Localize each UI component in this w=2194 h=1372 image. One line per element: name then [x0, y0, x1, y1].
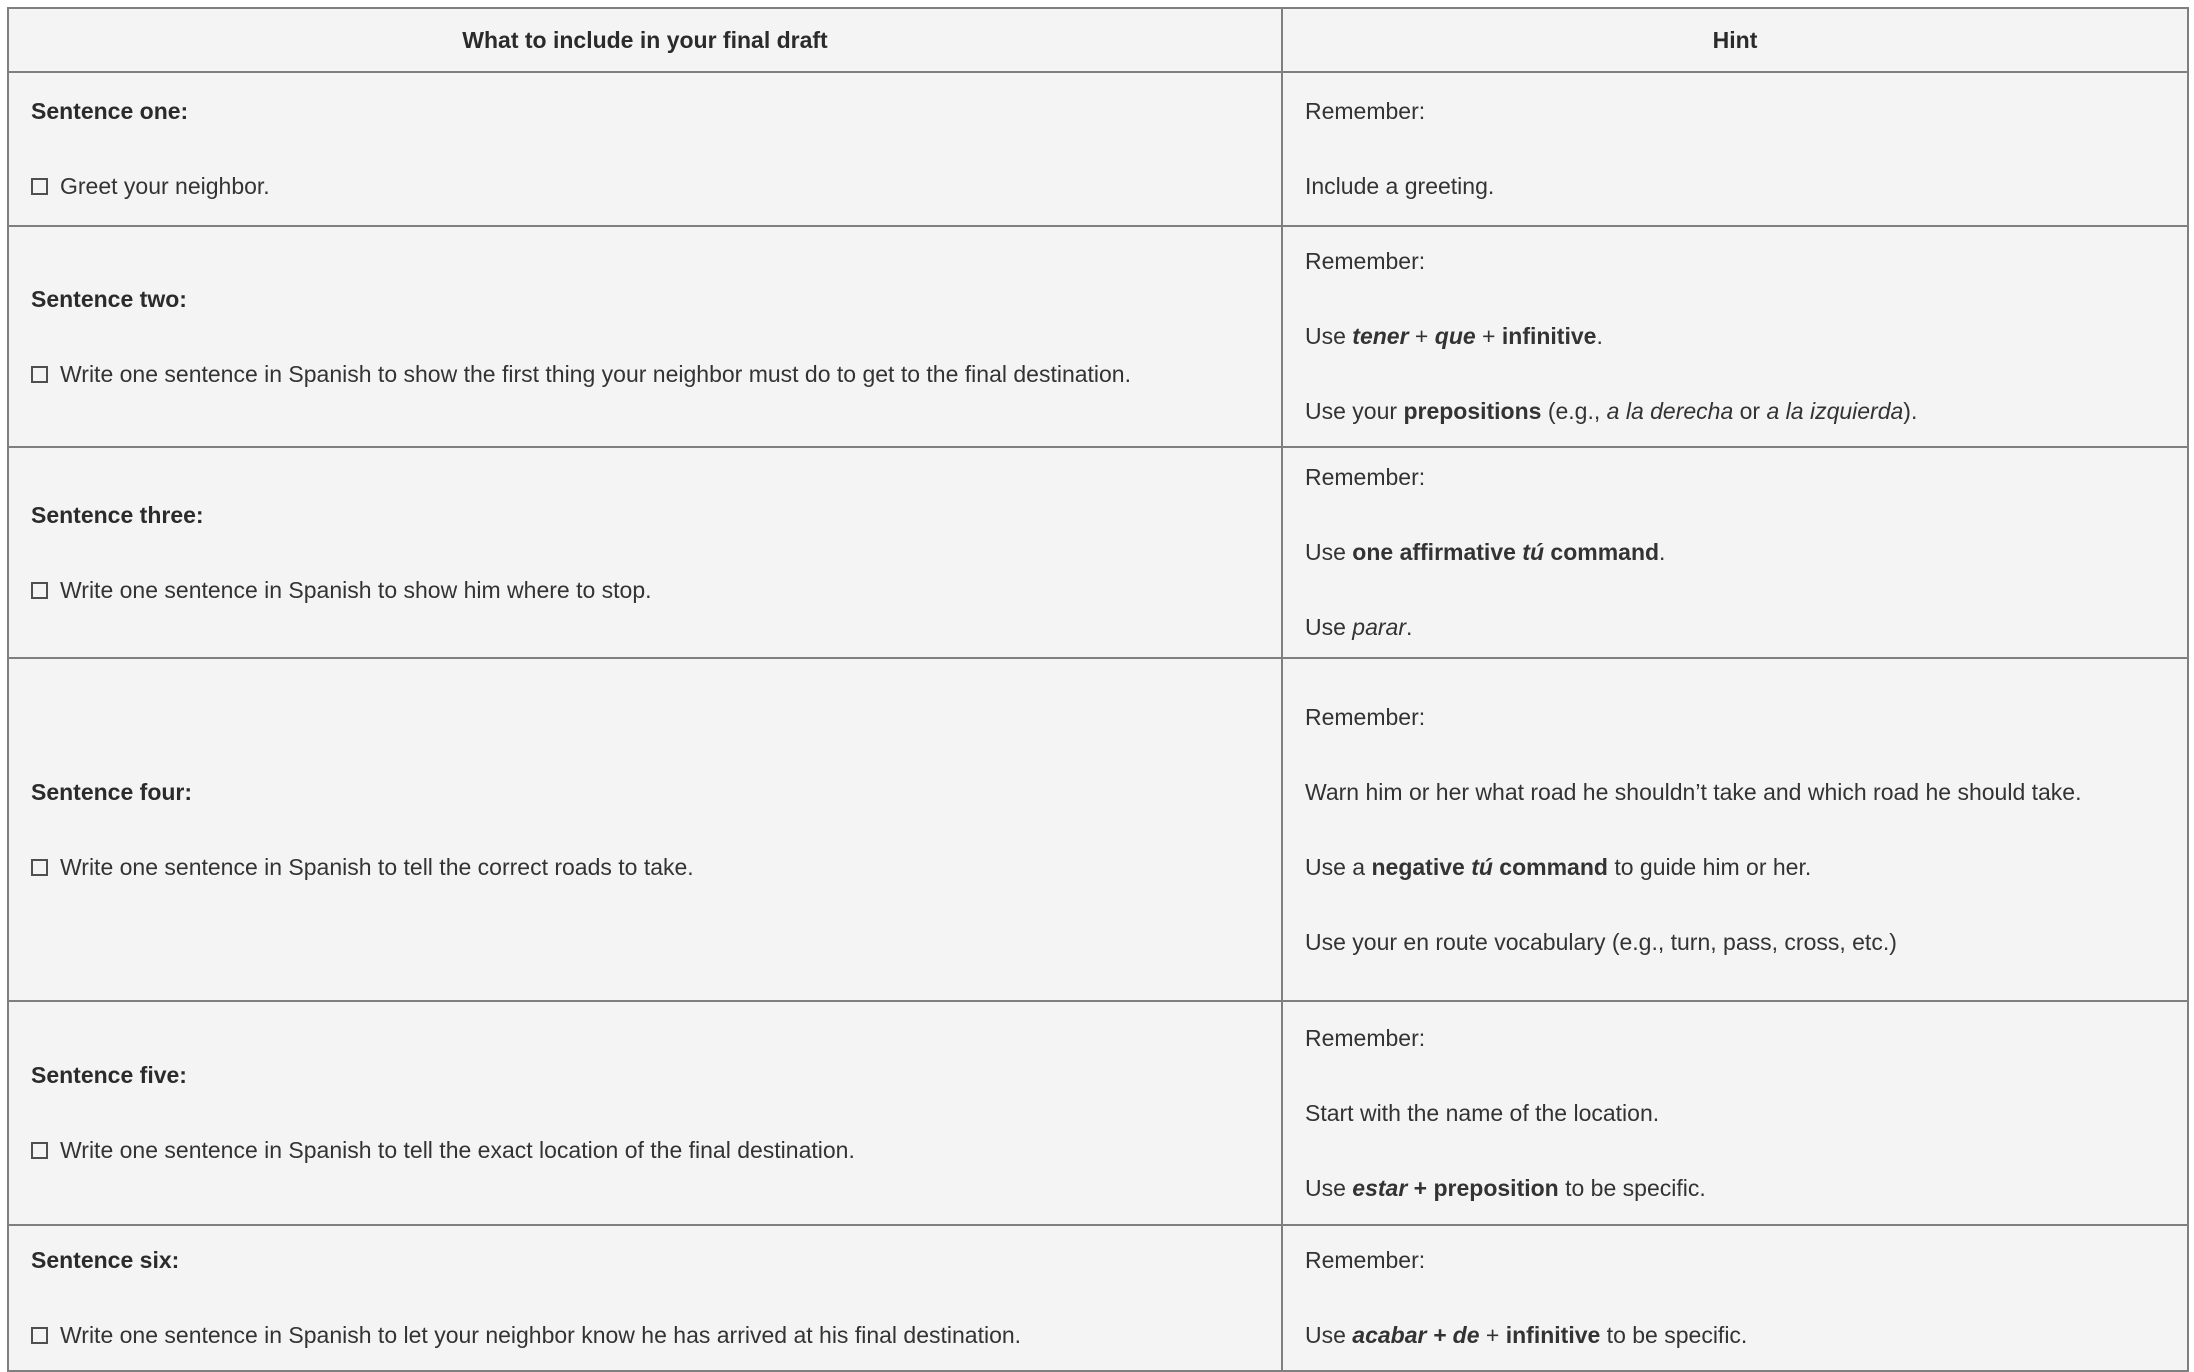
table-row — [8, 1001, 2188, 1225]
draft-cell — [8, 1225, 1282, 1371]
remember-label: Remember: — [1305, 1247, 1426, 1273]
text-segment: . — [1659, 539, 1666, 565]
hint-paragraph — [1305, 167, 2165, 206]
text-segment: + — [1408, 323, 1435, 349]
hint-cell — [1282, 658, 2188, 1001]
hint-cell — [1282, 72, 2188, 226]
hint-paragraph — [1305, 1316, 2165, 1355]
text-segment: Use — [1305, 1174, 1353, 1201]
checkbox-icon — [31, 859, 48, 876]
hint-paragraph — [1305, 1094, 2165, 1133]
checkbox-icon — [31, 178, 48, 195]
hint-cell — [1282, 447, 2188, 658]
remember-label: Remember: — [1305, 703, 1426, 730]
text-segment: a la derecha — [1606, 398, 1734, 424]
text-segment: estar — [1352, 1174, 1408, 1201]
table-row — [8, 1225, 2188, 1371]
draft-cell — [8, 72, 1282, 226]
checkbox-icon — [31, 1142, 48, 1159]
text-segment: to be specific. — [1558, 1174, 1706, 1201]
text-segment: parar — [1352, 614, 1406, 640]
remember-label: Remember: — [1305, 464, 1426, 490]
text-segment: Use — [1305, 323, 1353, 349]
text-segment: infinitive — [1501, 323, 1597, 349]
sentence-title: Sentence one: — [31, 98, 189, 124]
text-segment: a la izquierda — [1766, 398, 1904, 424]
text-segment: Use your — [1305, 398, 1404, 424]
text-segment: command — [1492, 853, 1608, 880]
text-segment: ). — [1903, 398, 1918, 424]
text-segment: command — [1544, 539, 1660, 565]
hint-paragraph — [1305, 848, 2165, 887]
text-segment: infinitive — [1505, 1322, 1601, 1348]
text-segment: + preposition — [1407, 1174, 1559, 1201]
text-segment: . — [1596, 323, 1603, 349]
sentence-title: Sentence four: — [31, 778, 193, 805]
draft-cell — [8, 447, 1282, 658]
text-segment: + — [1479, 1322, 1506, 1348]
text-segment: Warn him or her what road he shouldn’t take and which road he should take. — [1305, 778, 2082, 805]
remember-label: Remember: — [1305, 248, 1426, 274]
hint-paragraph — [1305, 608, 2165, 647]
table-row — [8, 447, 2188, 658]
draft-cell — [8, 658, 1282, 1001]
hint-cell — [1282, 226, 2188, 447]
text-segment: Use a — [1305, 853, 1372, 880]
hint-paragraph — [1305, 533, 2165, 572]
draft-cell — [8, 1001, 1282, 1225]
text-segment: tú — [1471, 853, 1493, 880]
column-header-hint: Hint — [1282, 8, 2188, 72]
text-segment: Include a greeting. — [1305, 173, 1495, 199]
text-segment: to be specific. — [1600, 1322, 1748, 1348]
hint-cell — [1282, 1225, 2188, 1371]
text-segment: tener — [1352, 323, 1409, 349]
checklist-item — [31, 355, 1259, 394]
draft-cell — [8, 226, 1282, 447]
checklist-item-text: Write one sentence in Spanish to show the first thing your neighbor must do to get to the final destination. — [60, 360, 1131, 387]
text-segment: negative — [1371, 853, 1472, 880]
sentence-title: Sentence two: — [31, 285, 187, 312]
column-header-draft: What to include in your final draft — [8, 8, 1282, 72]
text-segment: acabar + de — [1352, 1322, 1480, 1348]
checkbox-icon — [31, 582, 48, 599]
sentence-title: Sentence five: — [31, 1062, 187, 1088]
remember-label: Remember: — [1305, 98, 1426, 124]
hint-cell — [1282, 1001, 2188, 1225]
remember-label: Remember: — [1305, 1024, 1426, 1051]
text-segment: to guide him or her. — [1607, 853, 1812, 880]
checklist-item-text: Greet your neighbor. — [60, 173, 270, 199]
text-segment: Use your en route vocabulary (e.g., turn, pass, cross, etc.) — [1305, 928, 1897, 955]
text-segment: + — [1475, 323, 1502, 349]
checklist-item — [31, 848, 1259, 887]
text-segment: . — [1406, 614, 1413, 640]
checklist-item-text: Write one sentence in Spanish to show him where to stop. — [60, 576, 652, 603]
text-segment: one affirmative — [1352, 539, 1523, 565]
hint-paragraph — [1305, 923, 2165, 962]
checkbox-icon — [31, 366, 48, 383]
worksheet-table — [7, 7, 2189, 1372]
text-segment: que — [1434, 323, 1476, 349]
text-segment: Use — [1305, 1322, 1353, 1348]
sentence-title: Sentence six: — [31, 1247, 180, 1273]
checklist-item — [31, 167, 1259, 206]
checklist-item — [31, 571, 1259, 610]
header-row — [8, 8, 2188, 72]
text-segment: Use — [1305, 539, 1353, 565]
text-segment: prepositions — [1403, 398, 1542, 424]
text-segment: Start with the name of the location. — [1305, 1099, 1660, 1126]
hint-paragraph — [1305, 1169, 2165, 1208]
text-segment: Use — [1305, 614, 1353, 640]
hint-paragraph — [1305, 773, 2165, 812]
hint-paragraph — [1305, 392, 2165, 431]
hint-paragraph — [1305, 317, 2165, 356]
checklist-item-text: Write one sentence in Spanish to tell the exact location of the final destination. — [60, 1137, 855, 1163]
text-segment: tú — [1522, 539, 1545, 565]
table-row — [8, 658, 2188, 1001]
checklist-item-text: Write one sentence in Spanish to tell the correct roads to take. — [60, 853, 694, 880]
sentence-title: Sentence three: — [31, 501, 204, 528]
checkbox-icon — [31, 1327, 48, 1344]
text-segment: or — [1733, 398, 1767, 424]
checklist-item — [31, 1316, 1259, 1355]
table-row — [8, 226, 2188, 447]
text-segment: (e.g., — [1541, 398, 1607, 424]
checklist-item-text: Write one sentence in Spanish to let your neighbor know he has arrived at his final destination. — [60, 1322, 1022, 1348]
checklist-item — [31, 1131, 1259, 1170]
table-row — [8, 72, 2188, 226]
